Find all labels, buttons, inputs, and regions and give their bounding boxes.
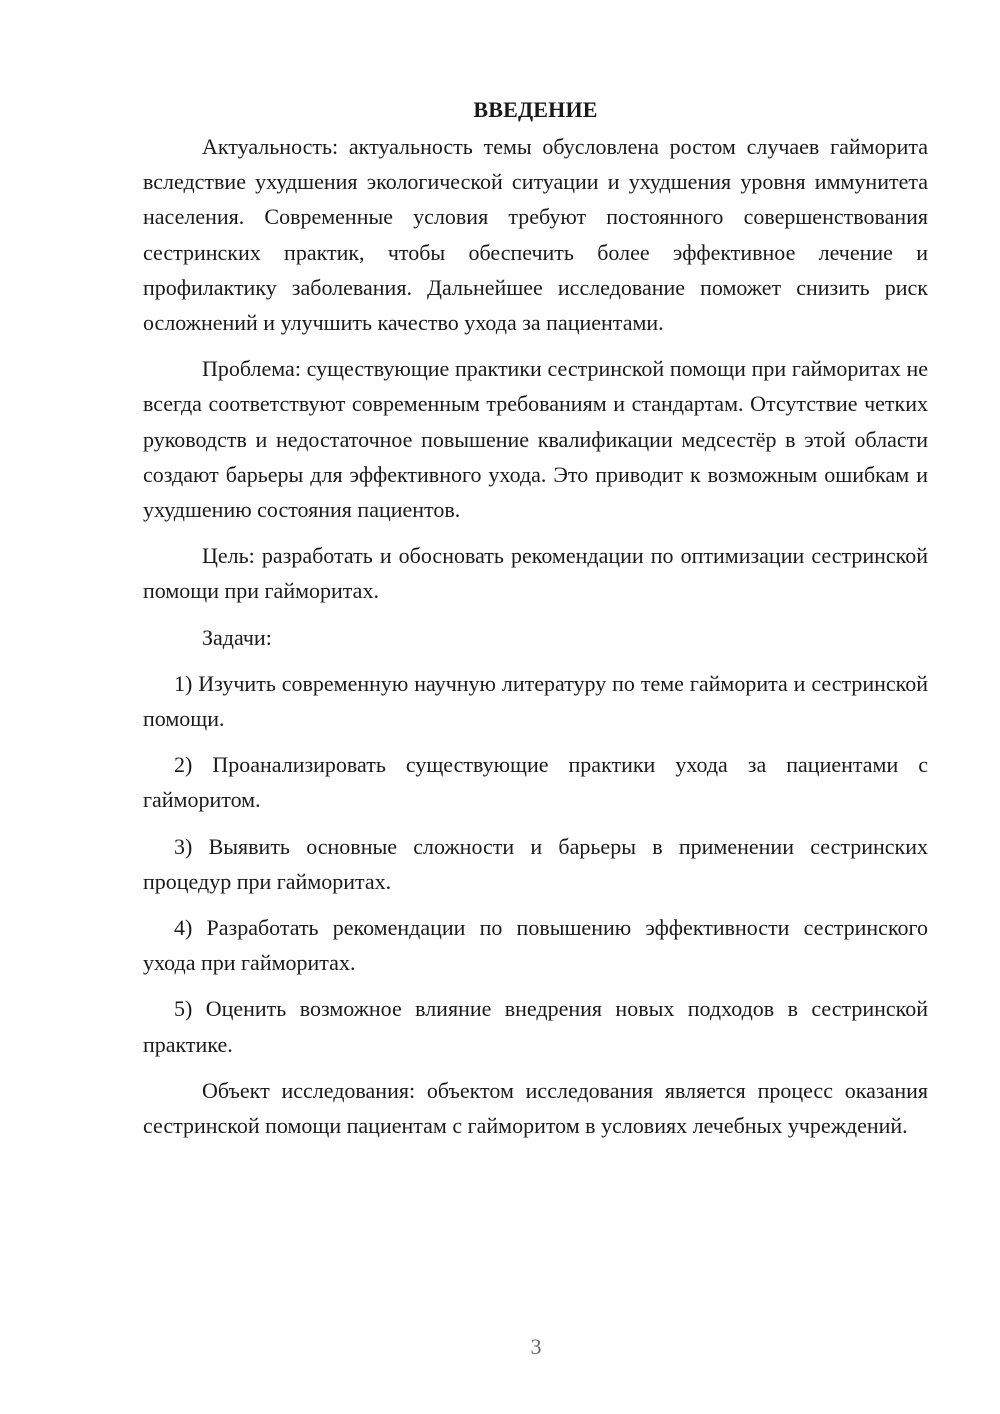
task-item-3: 3) Выявить основные сложности и барьеры в применении сестринских процедур при гайморитах. (143, 833, 928, 894)
document-page (143, 92, 928, 1154)
relevance-paragraph: Актуальность: актуальность темы обусловлена ростом случаев гайморита вследствие ухудшения экологической ситуации и ухудшения уровня иммунитета населения. Современные условия требуют постоянного совершенствования сестринских практик, чтобы обеспечить более эффективное лечение и профилактику заболевания. Дальнейшее исследование поможет снизить риск осложнений и улучшить качество ухода за пациентами. (143, 134, 928, 336)
goal-paragraph: Цель: разработать и обосновать рекомендации по оптимизации сестринской помощи при гайморитах. (143, 543, 928, 604)
page-number: 3 (530, 1334, 542, 1359)
task-item-2: 2) Проанализировать существующие практики ухода за пациентами с гайморитом. (143, 752, 928, 813)
task-item-5: 5) Оценить возможное влияние внедрения новых подходов в сестринской практике. (143, 996, 928, 1057)
object-paragraph: Объект исследования: объектом исследования является процесс оказания сестринской помощи пациентам с гайморитом в условиях лечебных учреждений. (143, 1077, 928, 1139)
section-heading: ВВЕДЕНИЕ (473, 97, 598, 122)
problem-paragraph: Проблема: существующие практики сестринской помощи при гайморитах не всегда соответствуют современным требованиям и стандартам. Отсутствие четких руководств и недостаточное повышение квалификации медсестёр в этой области создают барьеры для эффективного ухода. Это приводит к возможным ошибкам и ухудшению состояния пациентов. (143, 356, 928, 523)
task-item-4: 4) Разработать рекомендации по повышению эффективности сестринского ухода при гайморитах. (143, 915, 928, 976)
task-item-1: 1) Изучить современную научную литературу по теме гайморита и сестринской помощи. (143, 670, 928, 732)
tasks-label: Задачи: (202, 624, 272, 650)
